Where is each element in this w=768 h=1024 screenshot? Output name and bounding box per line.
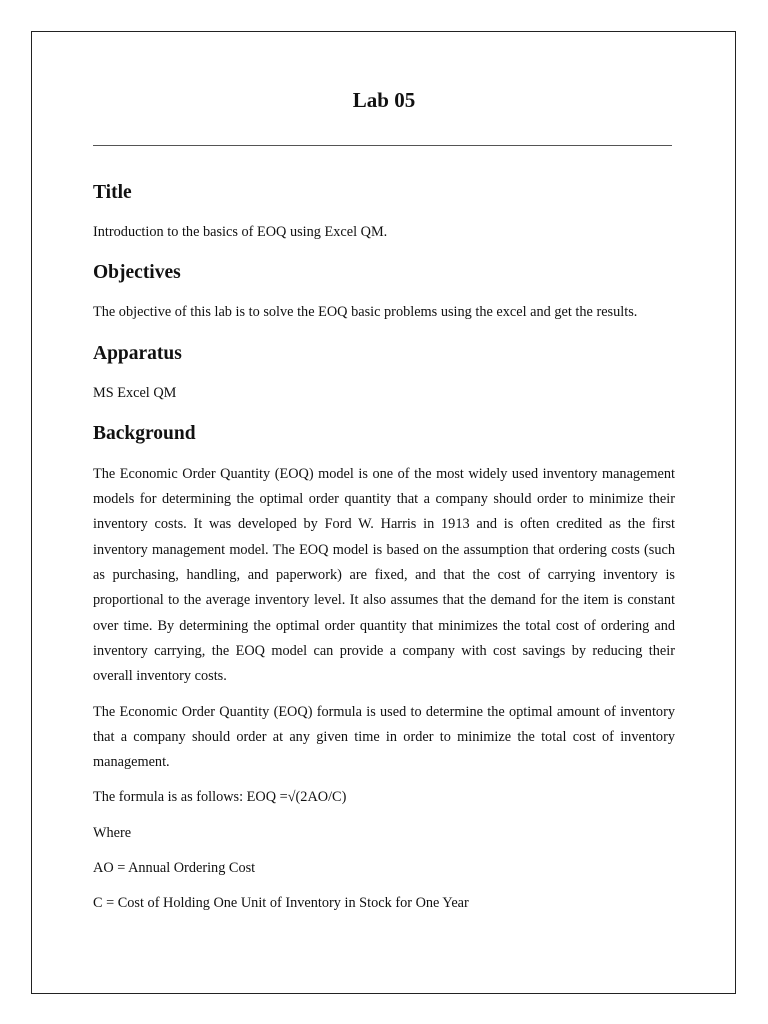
objectives-text: The objective of this lab is to solve the EOQ basic problems using the excel and get the results. xyxy=(93,304,638,321)
background-paragraph-1: The Economic Order Quantity (EOQ) model is one of the most widely used inventory management models for determining the optimal order quantity that a company should order to minimize their inventory costs. It was developed by Ford W. Harris in 1913 and is often credited as the first inventory management model. The EOQ model is based on the assumption that ordering costs (such as purchasing, handling, and paperwork) are fixed, and that the cost of carrying inventory is proportional to the average inventory level. It also assumes that the demand for the item is constant over time. By determining the optimal order quantity that minimizes the total cost of ordering and inventory carrying, the EOQ model can provide a company with cost savings by reducing their overall inventory costs. xyxy=(93,465,675,685)
title-text: Introduction to the basics of EOQ using Excel QM. xyxy=(93,224,388,240)
eoq-formula: The formula is as follows: EOQ =√(2AO/C) xyxy=(93,789,347,806)
document-title: Lab 05 xyxy=(352,88,416,112)
document-page xyxy=(93,84,675,917)
where-label: Where xyxy=(93,824,132,841)
background-paragraph-2: The Economic Order Quantity (EOQ) formula is used to determine the optimal amount of inventory that a company should order at any given time in order to minimize the total cost of inventory management. xyxy=(93,703,675,771)
section-heading-title: Title xyxy=(93,182,132,203)
section-heading-objectives: Objectives xyxy=(93,262,181,284)
title-divider xyxy=(93,145,672,146)
section-heading-background: Background xyxy=(93,422,196,444)
section-heading-apparatus: Apparatus xyxy=(93,342,182,364)
apparatus-text: MS Excel QM xyxy=(93,384,177,401)
definition-c: C = Cost of Holding One Unit of Inventory in Stock for One Year xyxy=(93,895,469,912)
definition-ao: AO = Annual Ordering Cost xyxy=(93,860,256,877)
